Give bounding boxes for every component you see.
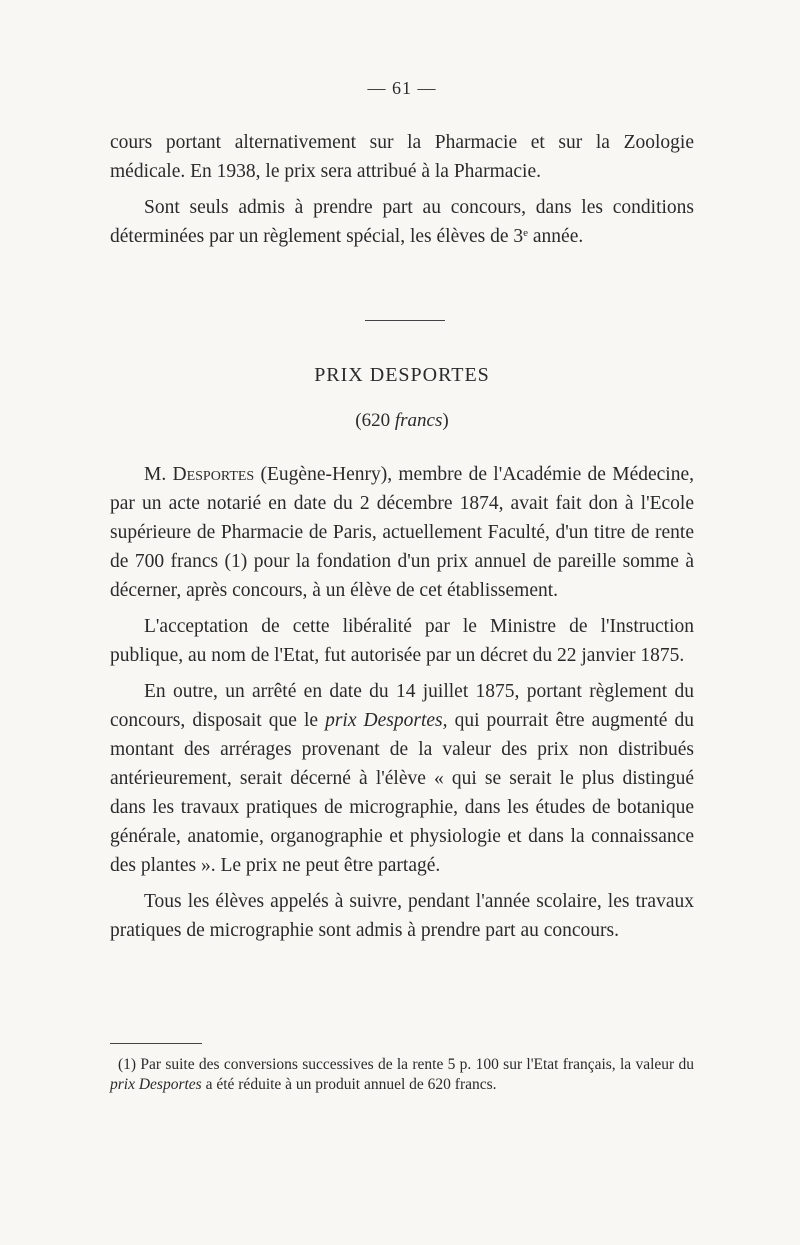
body-paragraph-4: Tous les élèves appelés à suivre, pendant l'année scolaire, les travaux pratiques de micrographie sont admis à prendre part au concours. (110, 891, 694, 941)
intro-p2-superscript: e (523, 227, 529, 239)
intro-p2-text: Sont seuls admis à prendre part au concours, dans les conditions déterminées par un règlement spécial, les élèves de 3 (110, 197, 694, 247)
intro-paragraph-2 (110, 193, 694, 251)
amount-close: ) (442, 410, 449, 431)
footnote-rule (110, 1043, 202, 1044)
amount-unit: francs (394, 410, 443, 431)
page-number: — 61 — (367, 78, 437, 98)
body-p3-before: En outre, un arrêté en date du 14 juillet 1875, portant règlement du concours, disposait que le (110, 681, 694, 731)
body-p1-lead: M. (144, 464, 173, 485)
intro-paragraph-1: cours portant alternativement sur la Pharmacie et sur la Zoologie médicale. En 1938, le prix sera attribué à la Pharmacie. (110, 132, 694, 182)
intro-p2-end: année. (528, 226, 584, 247)
section-divider (365, 320, 445, 321)
footnote-after: a été réduite à un produit annuel de 620 francs. (201, 1076, 497, 1093)
prize-amount (110, 410, 694, 432)
amount-open: (620 (355, 410, 395, 431)
body-paragraph-3 (110, 677, 694, 880)
footnote (110, 1055, 694, 1095)
body-p1-rest: (Eugène-Henry), membre de l'Académie de Médecine, par un acte notarié en date du 2 décembre 1874, avait fait don à l'Ecole supérieure de Pharmacie de Paris, actuellement Faculté, d'un titre de rente de 700 francs (1) pour la fondation d'un prix annuel de pareille somme à décerner, après concours, à un élève de cet établissement. (110, 464, 694, 601)
body-paragraph-2: L'acceptation de cette libéralité par le Ministre de l'Instruction publique, au nom de l'Etat, fut autorisée par un décret du 22 janvier 1875. (110, 616, 694, 666)
body-section (110, 460, 694, 945)
footnote-italic: prix Desportes (110, 1076, 202, 1093)
body-p3-after: qui pourrait être augmenté du montant des arrérages provenant de la valeur des prix non distribués antérieurement, serait décerné à l'élève « qui se serait le plus distingué dans les travaux pratiques de micrographie, dans les études de botanique générale, anatomie, organographie et physiologie et dans la connaissance des plantes ». Le prix ne peut être partagé. (110, 710, 694, 876)
body-p1-name: Desportes (172, 464, 255, 485)
body-p3-italic: prix Desportes, (325, 710, 448, 731)
section-title: PRIX DESPORTES (314, 364, 490, 386)
intro-section (110, 128, 694, 251)
body-paragraph-1 (110, 460, 694, 605)
footnote-text (110, 1055, 694, 1095)
footnote-before: (1) Par suite des conversions successives de la rente 5 p. 100 sur l'Etat français, la valeur du (118, 1056, 694, 1073)
